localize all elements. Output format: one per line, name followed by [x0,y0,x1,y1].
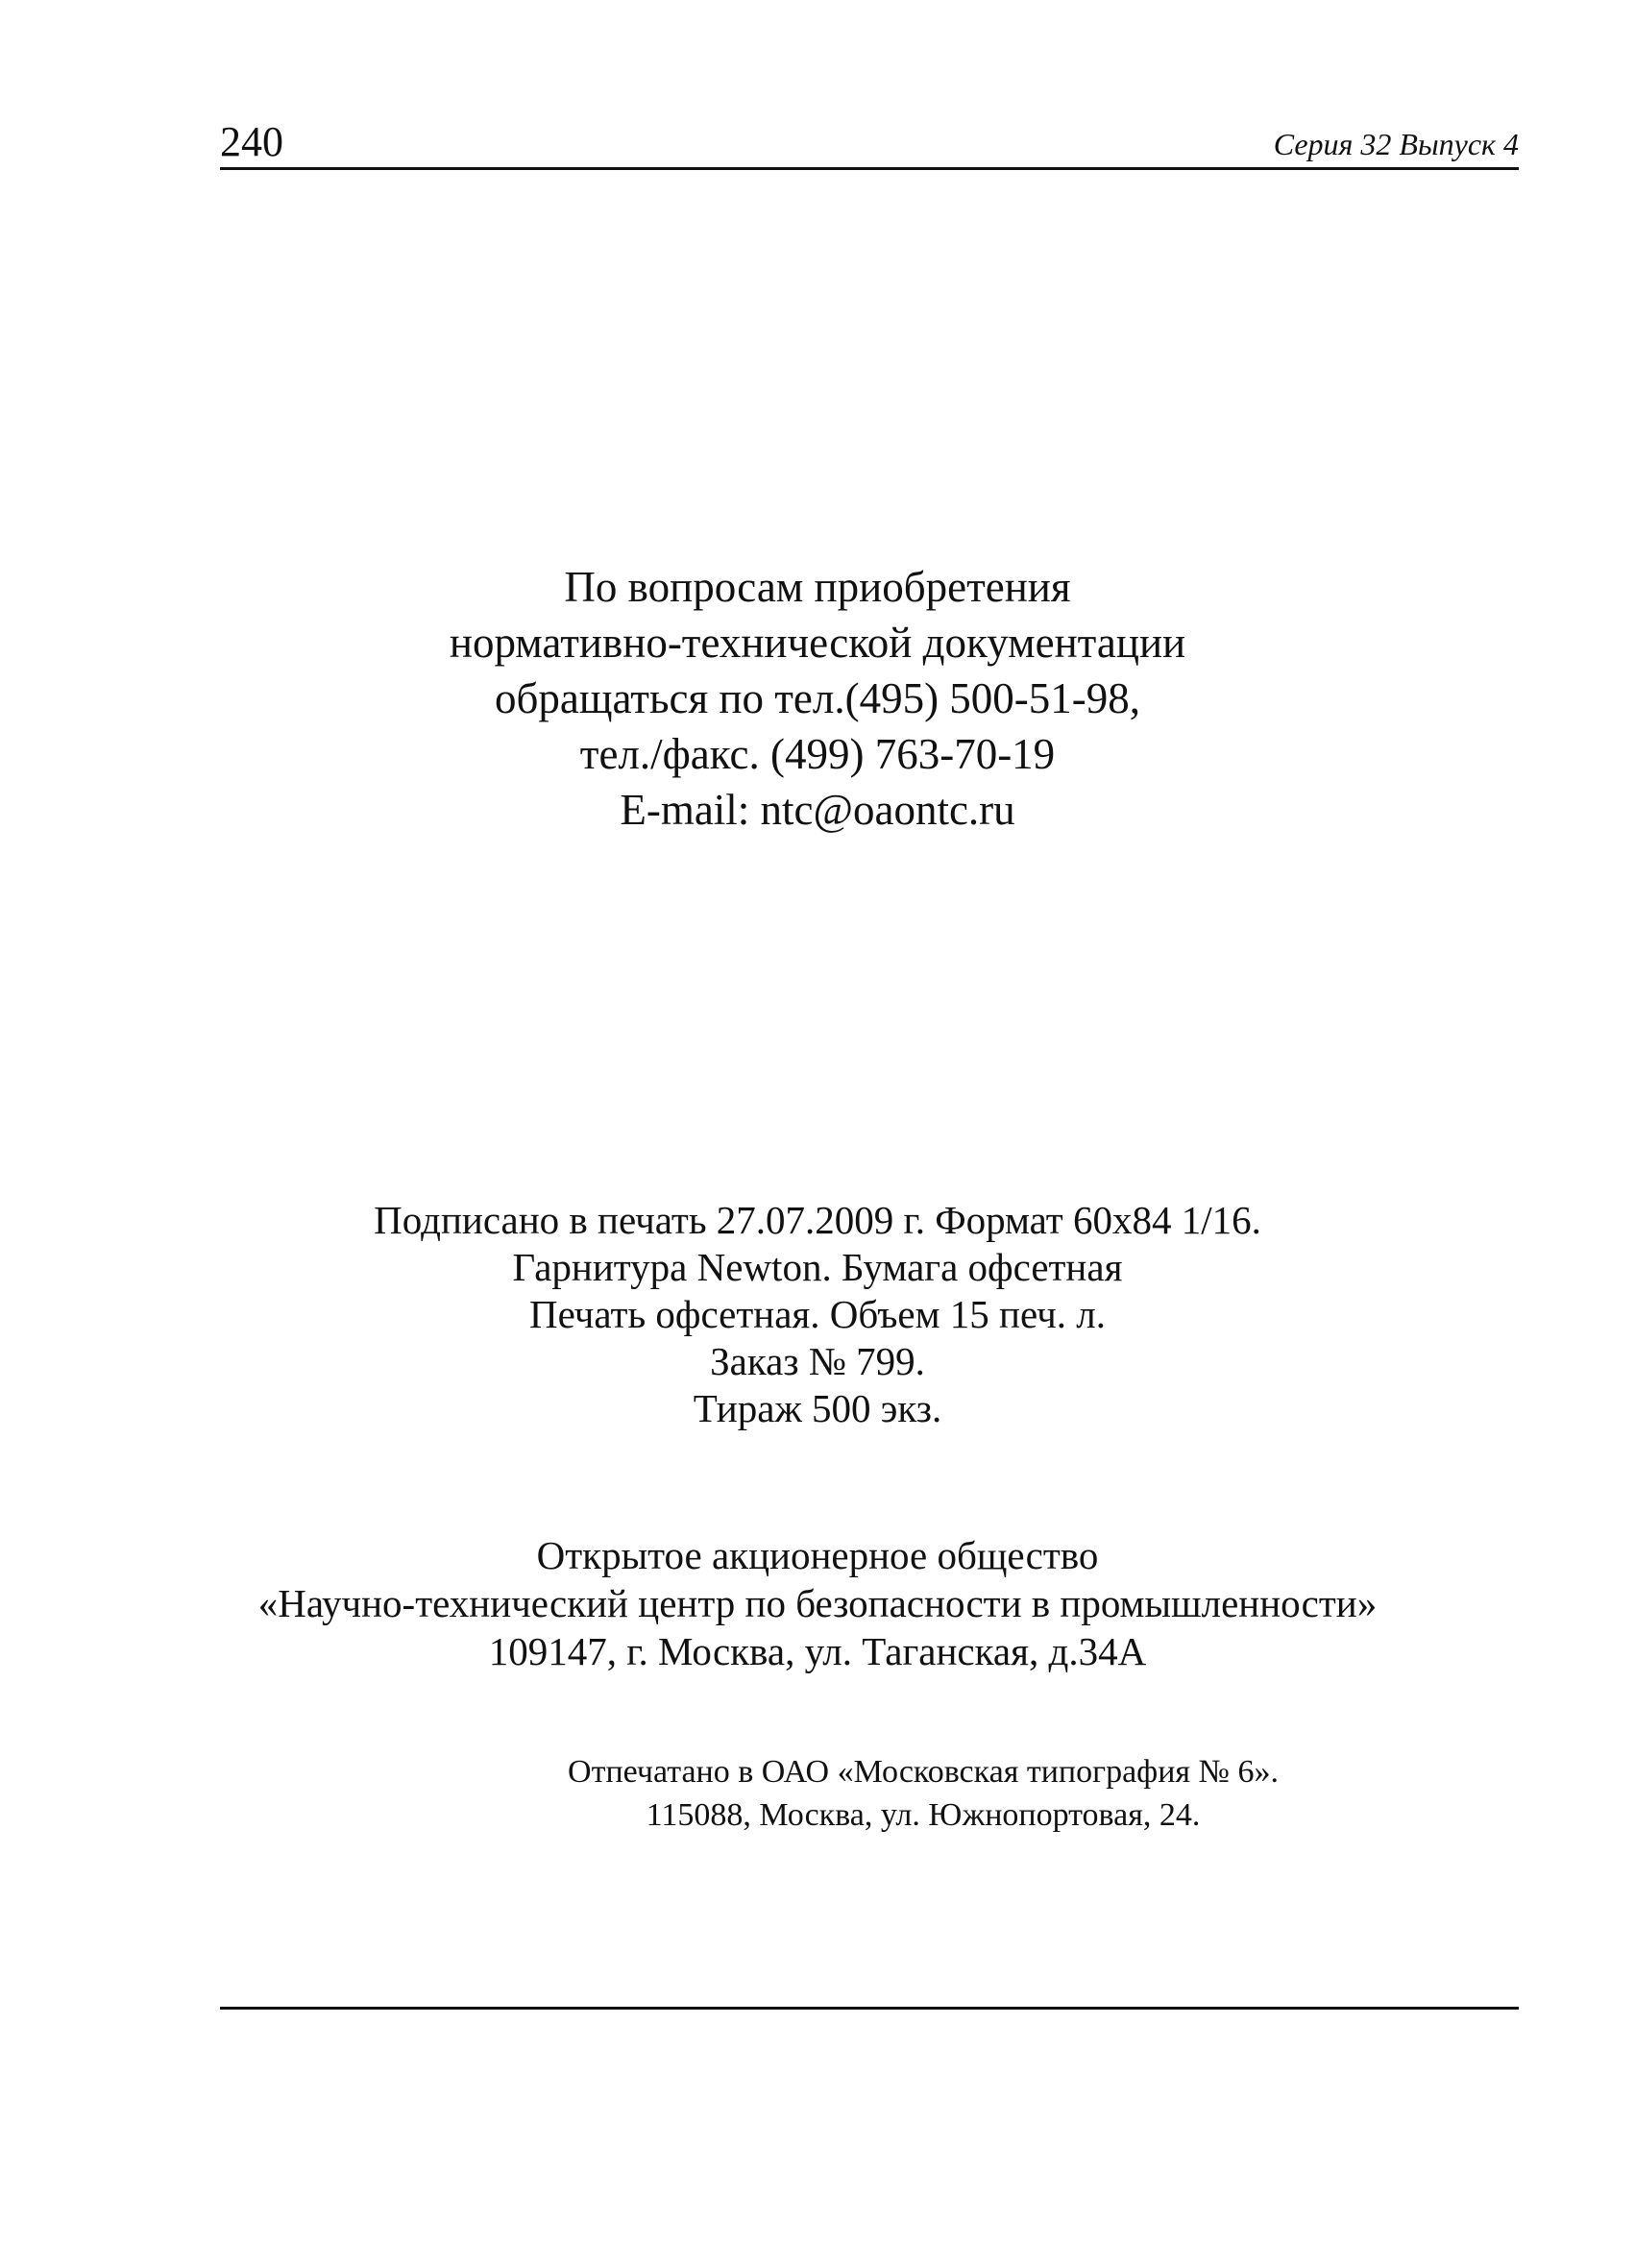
footer-divider [220,2007,1519,2010]
contact-email-line: E-mail: ntc@oaontc.ru [620,786,1015,834]
imprint-line: Гарнитура Newton. Бумага офсетная [512,1245,1123,1289]
imprint-line: Подписано в печать 27.07.2009 г. Формат 60х84 1/16. [374,1198,1261,1242]
page-header [220,113,1519,169]
imprint-line: Печать офсетная. Объем 15 печ. л. [528,1292,1107,1336]
printer-block [106,1750,1635,1837]
printer-address: 115088, Москва, ул. Южнопортовая, 24. [646,1797,1201,1833]
page-number: 240 [220,118,283,165]
publisher-address: 109147, г. Москва, ул. Таганская, д.34А [488,1629,1147,1673]
contact-line: По вопросам приобретения [564,563,1071,611]
publisher-block [0,1531,1635,1675]
contact-line: нормативно-технической документации [449,619,1186,667]
running-head: Серия 32 Выпуск 4 [1273,127,1519,161]
imprint-line: Тираж 500 экз. [693,1386,942,1430]
publisher-line: Открытое акционерное общество [536,1533,1099,1577]
contact-fax-line: тел./факс. (499) 763-70-19 [579,730,1056,778]
publisher-line: «Научно-технический центр по безопасности в промышленности» [257,1581,1378,1625]
contact-info-block [0,559,1635,838]
imprint-block [0,1197,1635,1432]
imprint-line: Заказ № 799. [710,1339,925,1383]
header-divider [220,167,1519,170]
contact-phone-line: обращаться по тел.(495) 500-51-98, [494,674,1141,722]
printer-line: Отпечатано в ОАО «Московская типография № 6». [568,1754,1279,1790]
